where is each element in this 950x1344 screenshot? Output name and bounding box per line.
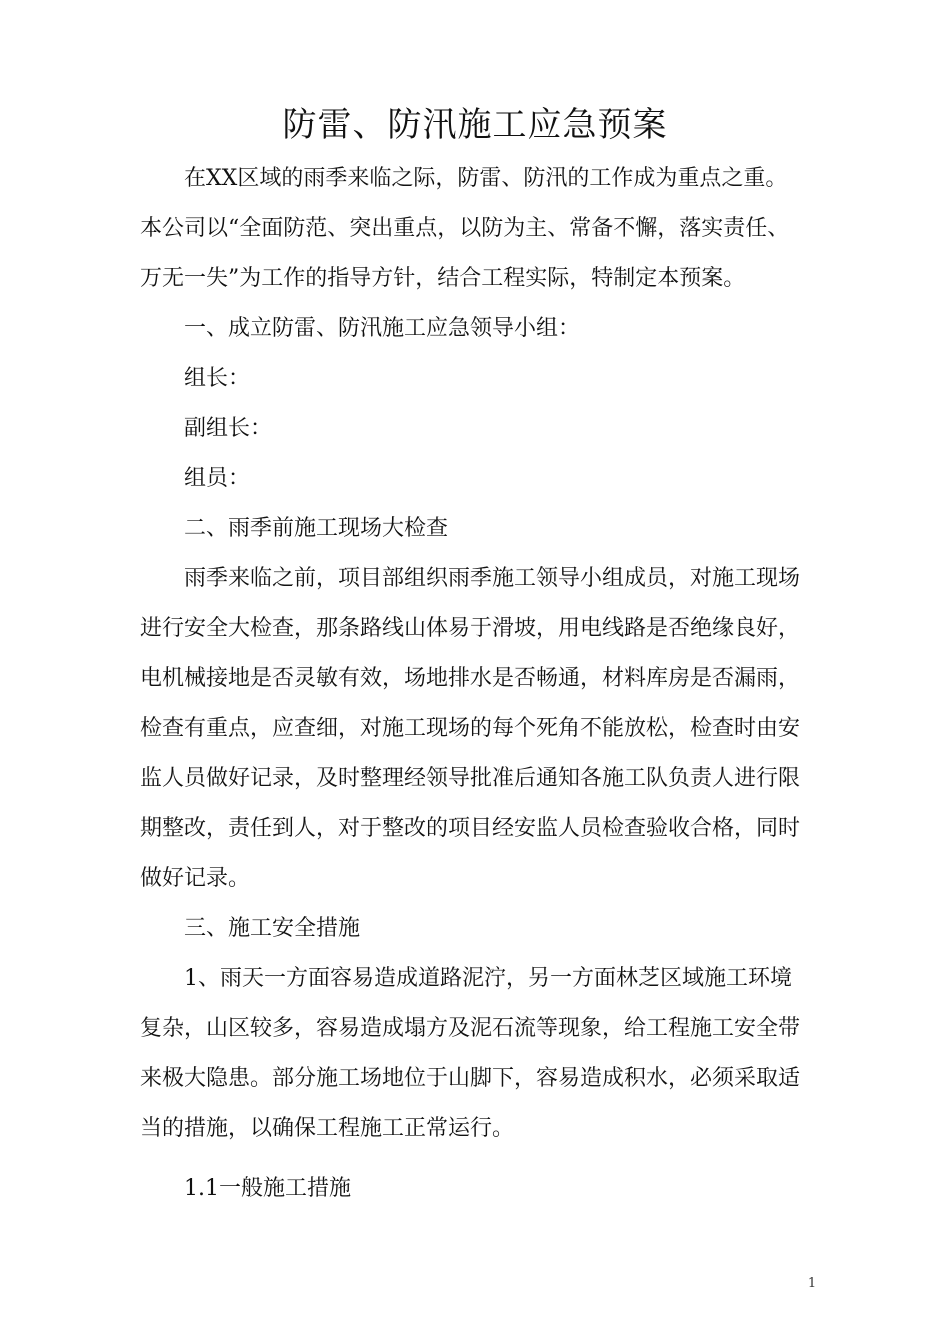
- paragraph-line: 电机械接地是否灵敏有效，场地排水是否畅通，材料库房是否漏雨，: [140, 666, 801, 691]
- role-label: 组员：: [184, 466, 251, 491]
- paragraph-line: 来极大隐患。部分施工场地位于山脚下，容易造成积水，必须采取适: [140, 1066, 801, 1091]
- section-heading: 一、成立防雷、防汛施工应急领导小组：: [184, 316, 581, 341]
- paragraph-line: 1、雨天一方面容易造成道路泥泞，另一方面林芝区域施工环境: [184, 966, 792, 991]
- paragraph-line: 检查有重点，应查细，对施工现场的每个死角不能放松，检查时由安: [140, 716, 801, 741]
- subsection-heading: 1.1一般施工措施: [184, 1176, 351, 1201]
- page-number: 1: [807, 1276, 817, 1291]
- paragraph-line: 复杂，山区较多，容易造成塌方及泥石流等现象，给工程施工安全带: [140, 1016, 801, 1041]
- role-label: 组长：: [184, 366, 251, 391]
- section-heading: 二、雨季前施工现场大检查: [184, 516, 449, 541]
- paragraph-line: 期整改，责任到人，对于整改的项目经安监人员检查验收合格，同时: [140, 816, 801, 841]
- paragraph-line: 雨季来临之前，项目部组织雨季施工领导小组成员，对施工现场: [184, 566, 801, 591]
- section-heading: 三、施工安全措施: [184, 916, 361, 941]
- paragraph-line: 在XX区域的雨季来临之际，防雷、防汛的工作成为重点之重。: [184, 166, 788, 191]
- paragraph-line: 监人员做好记录，及时整理经领导批准后通知各施工队负责人进行限: [140, 766, 801, 791]
- paragraph-line: 进行安全大检查，那条路线山体易于滑坡，用电线路是否绝缘良好，: [140, 616, 801, 641]
- paragraph-line: 万无一失”为工作的指导方针，结合工程实际，特制定本预案。: [140, 266, 746, 291]
- paragraph-line: 当的措施，以确保工程施工正常运行。: [140, 1116, 515, 1141]
- role-label: 副组长：: [184, 416, 273, 441]
- paragraph-line: 本公司以“全面防范、突出重点，以防为主、常备不懈，落实责任、: [140, 216, 790, 241]
- document-title: 防雷、防汛施工应急预案: [282, 105, 668, 145]
- paragraph-line: 做好记录。: [140, 866, 251, 891]
